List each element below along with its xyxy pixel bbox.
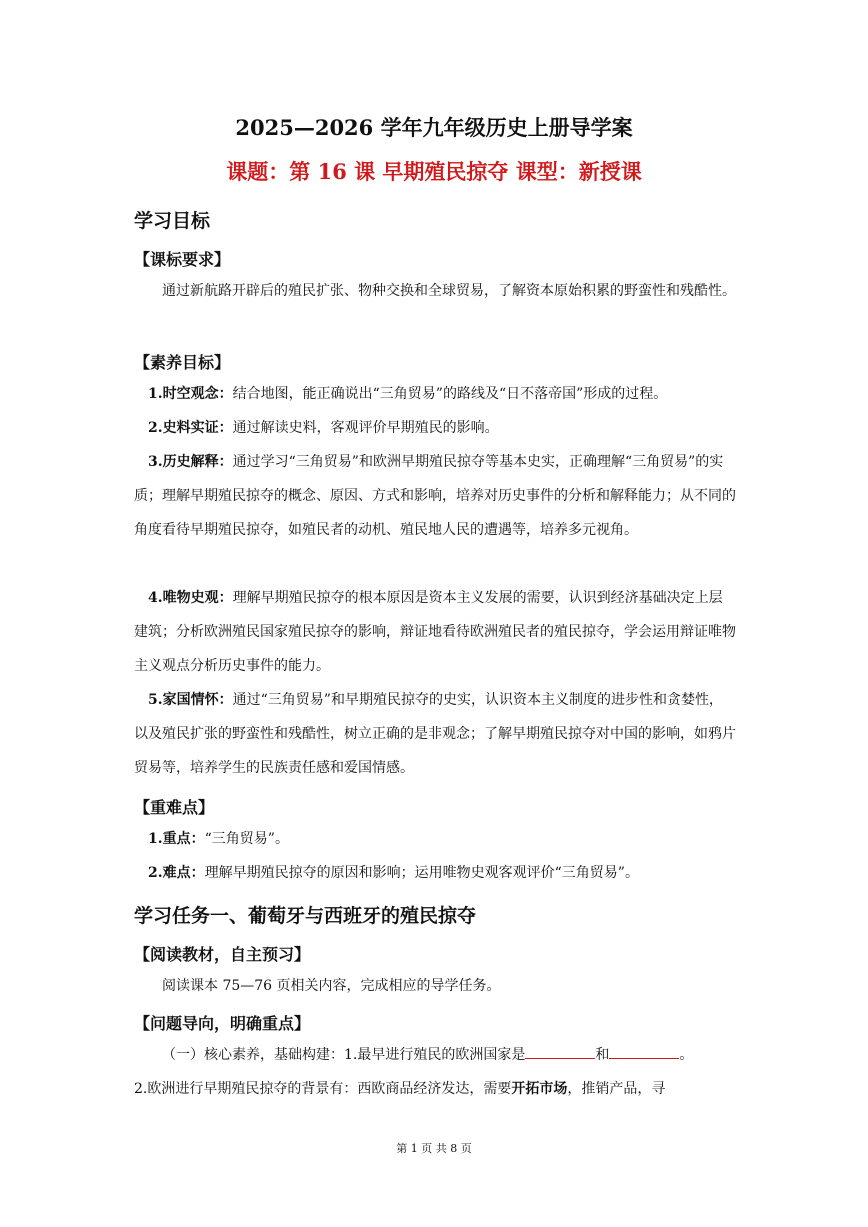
question-2-text: 2.欧洲进行早期殖民掠夺的背景有：西欧商品经济发达，需要 [134, 1081, 512, 1097]
goal-3-label: 3.历史解释： [148, 454, 233, 470]
heading-reading: 【阅读教材，自主预习】 [134, 945, 311, 964]
lesson-subtitle: 课题：第 16 课 早期殖民掠夺 课型：新授课 [226, 159, 642, 184]
goal-4 [134, 581, 736, 683]
goal-5-label: 5.家国情怀： [148, 692, 233, 708]
goal-1 [134, 377, 736, 411]
question-1-end: 。 [679, 1047, 694, 1063]
goal-1-label: 1.时空观念： [148, 386, 233, 402]
question-1-text: （一）核心素养，基础构建：1.最早进行殖民的欧洲国家是 [162, 1047, 526, 1063]
key-point [134, 822, 736, 856]
page-footer: 第 1 页 共 8 页 [396, 1142, 472, 1155]
page-title: 2025—2026 学年九年级历史上册导学案 [235, 115, 633, 140]
goal-5-text: 通过“三角贸易”和早期殖民掠夺的史实，认识资本主义制度的进步性和贪婪性，以及殖民扩张的野蛮性和残酷性，树立正确的是非观念；了解早期殖民掠夺对中国的影响，如鸦片贸易等，培养学生的民族责任感和爱国情感。 [134, 692, 736, 776]
question-2-cont: ，推销产品，寻 [567, 1081, 666, 1097]
question-2-bold: 开拓市场 [511, 1081, 568, 1097]
curriculum-requirements-text: 通过新航路开辟后的殖民扩张、物种交换和全球贸易，了解资本原始积累的野蛮性和残酷性。 [162, 283, 736, 299]
section-heading-task-1: 学习任务一、葡萄牙与西班牙的殖民掠夺 [134, 905, 477, 927]
heading-key-points: 【重难点】 [134, 798, 215, 817]
difficult-point-label: 2.难点： [148, 865, 205, 881]
goal-4-label: 4.唯物史观： [148, 590, 233, 606]
key-point-label: 1.重点： [148, 831, 205, 847]
question-1 [134, 1038, 736, 1072]
goal-5 [134, 683, 736, 785]
question-1-and: 和 [595, 1047, 610, 1063]
difficult-point-text: 理解早期殖民掠夺的原因和影响；运用唯物史观客观评价“三角贸易”。 [204, 865, 639, 881]
goal-2-text: 通过解读史料，客观评价早期殖民的影响。 [232, 420, 499, 436]
goal-1-text: 结合地图，能正确说出“三角贸易”的路线及“日不落帝国”形成的过程。 [232, 386, 668, 402]
heading-questions: 【问题导向，明确重点】 [134, 1014, 311, 1033]
difficult-point [134, 856, 736, 890]
section-heading-objectives: 学习目标 [134, 210, 211, 232]
goal-4-text: 理解早期殖民掠夺的根本原因是资本主义发展的需要，认识到经济基础决定上层建筑；分析欧洲殖民国家殖民掠夺的影响，辩证地看待欧洲殖民者的殖民掠夺，学会运用辩证唯物主义观点分析历史事件的能力。 [134, 590, 736, 674]
heading-literacy-goals: 【素养目标】 [134, 353, 231, 372]
reading-text: 阅读课本 75—76 页相关内容，完成相应的导学任务。 [162, 978, 501, 994]
goal-3 [134, 445, 736, 547]
answer-blank-2[interactable] [609, 1044, 679, 1059]
goal-2 [134, 411, 736, 445]
key-point-text: “三角贸易”。 [204, 831, 289, 847]
question-2 [134, 1072, 736, 1106]
answer-blank-1[interactable] [525, 1044, 595, 1059]
goal-3-text: 通过学习“三角贸易”和欧洲早期殖民掠夺等基本史实，正确理解“三角贸易”的实质；理解早期殖民掠夺的概念、原因、方式和影响，培养对历史事件的分析和解释能力；从不同的角度看待早期殖民掠夺，如殖民者的动机、殖民地人民的遭遇等，培养多元视角。 [134, 454, 736, 538]
heading-curriculum-requirements: 【课标要求】 [134, 250, 231, 269]
goal-2-label: 2.史料实证： [148, 420, 233, 436]
